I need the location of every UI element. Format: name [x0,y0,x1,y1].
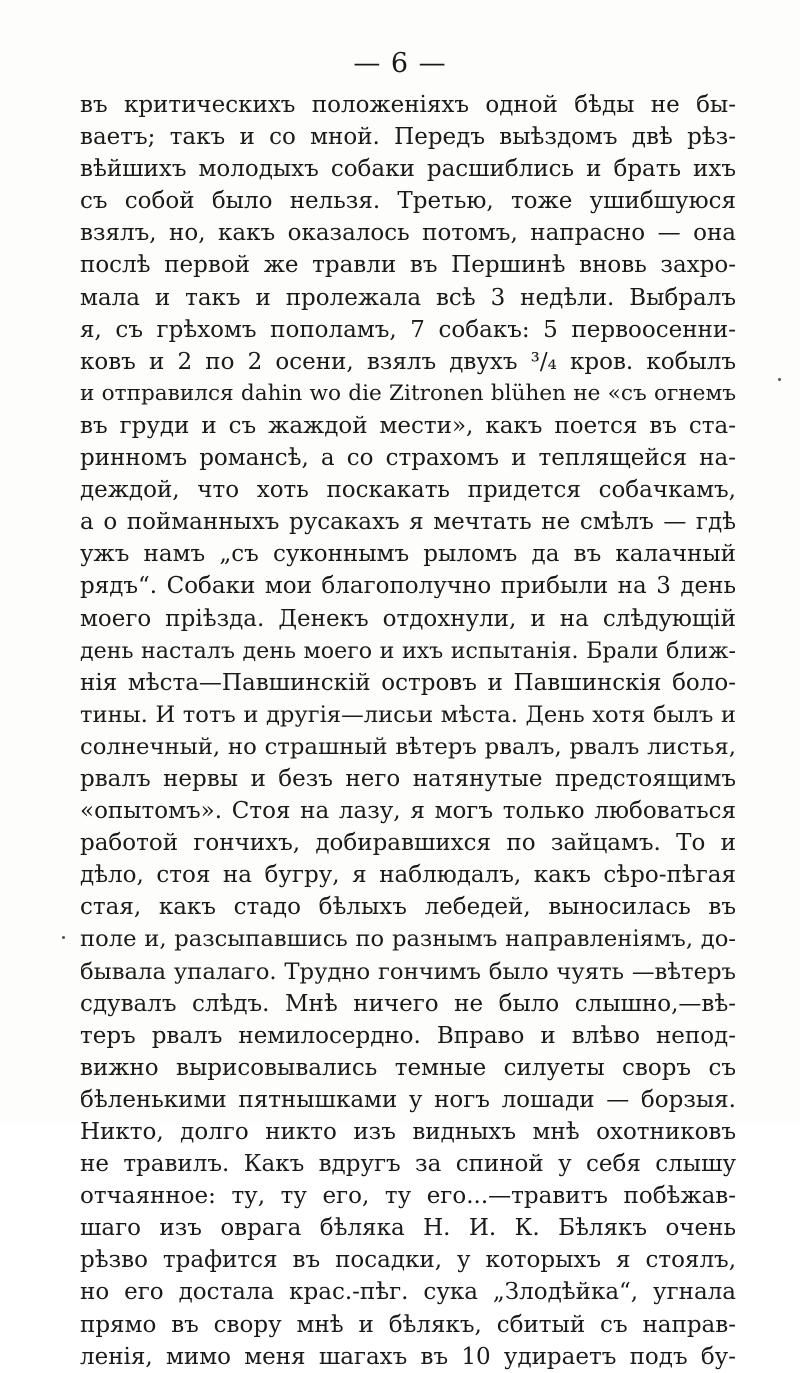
text-line: стая, какъ стадо бѣлыхъ лебедей, выносилась въ [80,894,736,921]
text-line: бѣленькими пятнышками у ногъ лошади — борзыя. [80,1086,736,1113]
text-line: день насталъ день моего и ихъ испытанія. Брали ближ- [80,637,736,664]
text-line: но его достала крас.-пѣг. сука „Злодѣйка“, угнала [80,1279,736,1306]
text-line: въ груди и съ жаждой мести», какъ поется въ ста- [80,412,736,439]
text-line: ваетъ; такъ и со мной. Передъ выѣздомъ двѣ рѣз- [80,124,736,151]
text-line: бывала упалаго. Трудно гончимъ было чуять —вѣтеръ [80,958,736,985]
text-line: деждой, что хоть поскакать придется собачкамъ, [80,477,736,504]
text-line: а о пойманныхъ русакахъ я мечтать не смѣлъ — гдѣ [80,509,736,536]
text-line: солнечный, но страшный вѣтеръ рвалъ, рвалъ листья, [80,733,736,760]
text-line: рвалъ нервы и безъ него натянутые предстоящимъ [80,765,736,792]
text-line: послѣ первой же травли въ Першинѣ вновь захро- [80,252,736,279]
text-line: теръ рвалъ немилосердно. Вправо и влѣво непод- [80,1022,736,1049]
print-speck [62,936,65,939]
text-line: дѣло, стоя на бугру, я наблюдалъ, какъ сѣро-пѣгая [80,862,736,889]
text-line: и отправился dahin wo die Zitronen blühen не «съ огнемъ [80,380,736,406]
text-line: взялъ, но, какъ оказалось потомъ, напрасно — она [80,220,736,247]
text-line: мала и такъ и пролежала всѣ 3 недѣли. Выбралъ [80,284,736,311]
text-line: отчаянное: ту, ту его, ту его...—травитъ побѣжав- [80,1183,736,1210]
text-line: нія мѣста—Павшинскій островъ и Павшинскія боло- [80,669,736,696]
text-line: съ собой было нельзя. Третью, тоже ушибшуюся [80,188,736,215]
print-speck [778,378,781,381]
text-line: прямо въ свору мнѣ и бѣлякъ, сбитый съ направ- [80,1311,736,1338]
text-line: въ критическихъ положеніяхъ одной бѣды не бы- [80,92,736,118]
page-number: — 6 — [353,48,447,79]
text-line: поле и, разсыпавшись по разнымъ направленіямъ, до- [80,926,736,953]
text-line: ленія, мимо меня шагахъ въ 10 удираетъ подъ бу- [80,1343,736,1370]
text-line: вѣйшихъ молодыхъ собаки расшиблись и брать ихъ [80,156,736,183]
text-line: моего пріѣзда. Денекъ отдохнули, и на слѣдующій [80,605,736,632]
text-line: тины. И тотъ и другія—лисьи мѣста. День хотя былъ и [80,701,736,728]
body-text [80,89,736,1373]
text-line: шаго изъ оврага бѣляка Н. И. К. Бѣлякъ очень [80,1215,736,1242]
text-line: сдувалъ слѣдъ. Мнѣ ничего не было слышно,—вѣ- [80,990,736,1017]
text-line: вижно вырисовывались темные силуеты своръ съ [80,1054,736,1081]
text-line: Никто, долго никто изъ видныхъ мнѣ охотниковъ [80,1119,736,1145]
text-line: не травилъ. Какъ вдругъ за спиной у себя слышу [80,1151,736,1178]
text-line: я, съ грѣхомъ пополамъ, 7 собакъ: 5 первоосенни- [80,316,736,343]
text-line: ковъ и 2 по 2 осени, взялъ двухъ ³/₄ кров. кобылъ [80,348,736,375]
text-line: ужъ намъ „съ суконнымъ рыломъ да въ калачный [80,541,736,568]
text-line: работой гончихъ, добиравшихся по зайцамъ. То и [80,830,736,857]
text-line: рядъ“. Собаки мои благополучно прибыли на 3 день [80,573,736,600]
text-line: рѣзво трафится въ посадки, у которыхъ я стоялъ, [80,1247,736,1274]
text-line: ринномъ романсѣ, а со страхомъ и теплящейся на- [80,445,736,472]
text-line: «опытомъ». Стоя на лазу, я могъ только любоваться [80,798,736,825]
